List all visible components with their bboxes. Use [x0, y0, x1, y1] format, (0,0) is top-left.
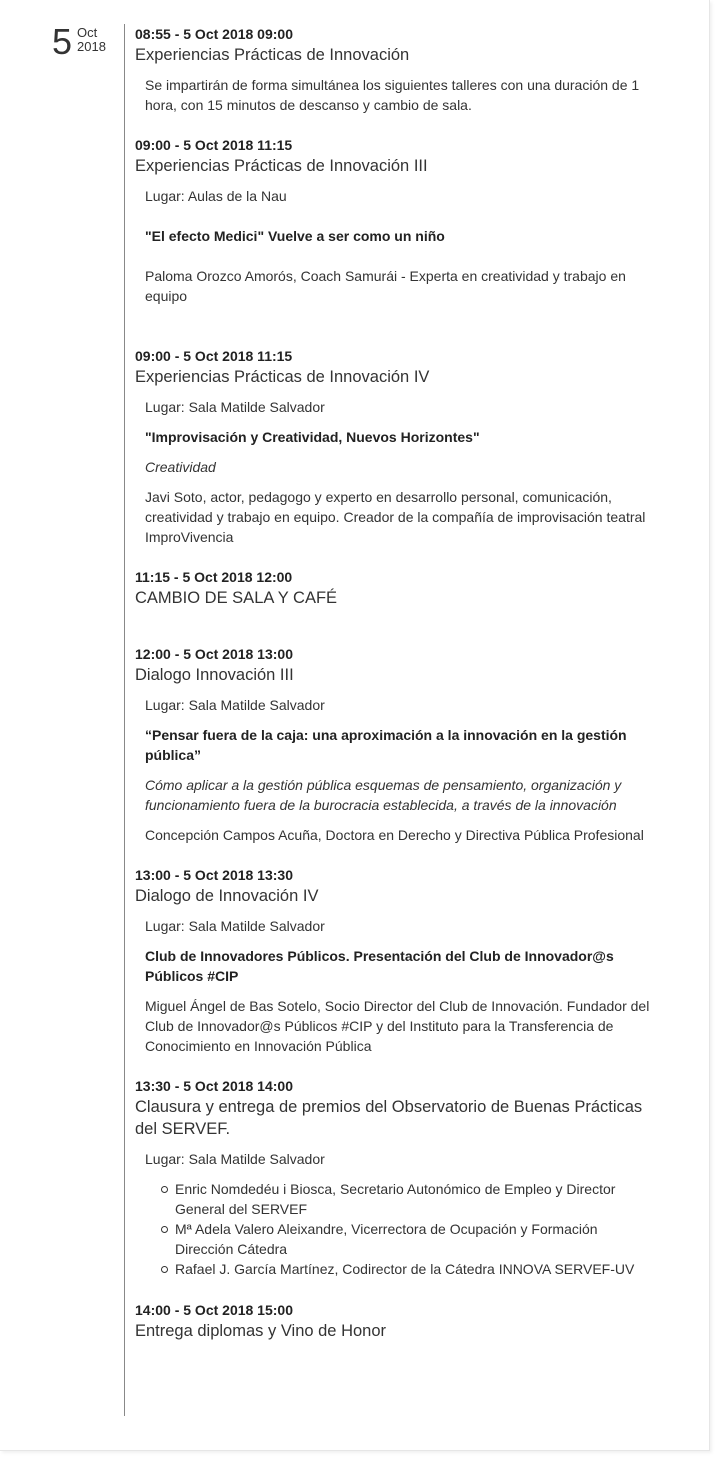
event-place: Lugar: Sala Matilde Salvador [145, 1151, 325, 1167]
date-month-year [77, 26, 106, 54]
event-title: Experiencias Prácticas de Innovación [135, 46, 410, 64]
circle-bullet-icon [161, 1226, 168, 1233]
schedule-item [135, 137, 655, 306]
date-day: 5 [52, 21, 73, 62]
list-item [161, 1219, 655, 1259]
list-item [161, 1179, 655, 1219]
participant-list [135, 1179, 655, 1279]
schedule-item [135, 26, 655, 115]
schedule-item [135, 646, 655, 845]
circle-bullet-icon [161, 1186, 168, 1193]
event-details [135, 695, 655, 845]
event-title: Experiencias Prácticas de Innovación IV [135, 368, 430, 386]
date-month: Oct [77, 25, 98, 40]
event-title: Dialogo de Innovación IV [135, 887, 319, 905]
event-time: 14:00 - 5 Oct 2018 15:00 [135, 1302, 293, 1318]
event-talk-title: Club de Innovadores Públicos. Presentación del Club de Innovador@s Públicos #CIP [145, 948, 614, 984]
event-details [135, 397, 655, 547]
event-title: Entrega diplomas y Vino de Honor [135, 1322, 387, 1340]
event-subtitle: Cómo aplicar a la gestión pública esquemas de pensamiento, organización y funcionamiento fuera de la burocracia establecida, a través de la innovación [145, 777, 622, 813]
event-details [135, 186, 655, 306]
event-time: 11:15 - 5 Oct 2018 12:00 [135, 569, 293, 585]
event-speaker: Miguel Ángel de Bas Sotelo, Socio Director del Club de Innovación. Fundador del Club de Innovador@s Públicos #CIP y del Instituto para la Transferencia de Conocimiento en Innovación Pública [145, 998, 650, 1054]
schedule-item [135, 1078, 655, 1279]
schedule-list [135, 26, 655, 1342]
event-place: Lugar: Sala Matilde Salvador [145, 399, 325, 415]
event-talk-title: “Pensar fuera de la caja: una aproximación a la innovación en la gestión pública” [145, 727, 627, 763]
event-time: 13:00 - 5 Oct 2018 13:30 [135, 867, 293, 883]
participant-name: Mª Adela Valero Aleixandre, Vicerrectora de Ocupación y Formación Dirección Cátedra [175, 1221, 598, 1257]
event-place: Lugar: Sala Matilde Salvador [145, 697, 325, 713]
event-time: 09:00 - 5 Oct 2018 11:15 [135, 137, 293, 153]
schedule-item [135, 569, 655, 609]
event-place: Lugar: Sala Matilde Salvador [145, 918, 325, 934]
event-time: 09:00 - 5 Oct 2018 11:15 [135, 348, 293, 364]
event-speaker: Javi Soto, actor, pedagogo y experto en desarrollo personal, comunicación, creatividad y trabajo en equipo. Creador de la compañía de improvisación teatral ImproVivencia [145, 489, 646, 545]
event-details [135, 1149, 655, 1169]
event-description: Se impartirán de forma simultánea los siguientes talleres con una duración de 1 hora, con 15 minutos de descanso y cambio de sala. [145, 77, 640, 113]
schedule-item [135, 867, 655, 1056]
schedule-item [135, 348, 655, 547]
date-block [52, 22, 106, 62]
event-subtitle: Creatividad [145, 459, 216, 475]
event-time: 13:30 - 5 Oct 2018 14:00 [135, 1078, 293, 1094]
event-time: 08:55 - 5 Oct 2018 09:00 [135, 26, 293, 42]
circle-bullet-icon [161, 1266, 168, 1273]
event-title: Experiencias Prácticas de Innovación III [135, 157, 428, 175]
event-place: Lugar: Aulas de la Nau [145, 188, 287, 204]
event-title: Dialogo Innovación III [135, 666, 294, 684]
event-details [135, 75, 655, 115]
event-speaker: Paloma Orozco Amorós, Coach Samurái - Experta en creatividad y trabajo en equipo [145, 268, 626, 304]
schedule-item [135, 1302, 655, 1342]
event-details [135, 916, 655, 1056]
event-title: Clausura y entrega de premios del Observatorio de Buenas Prácticas del SERVEF. [135, 1098, 643, 1138]
event-talk-title: "Improvisación y Creatividad, Nuevos Horizontes" [145, 429, 480, 445]
participant-name: Rafael J. García Martínez, Codirector de la Cátedra INNOVA SERVEF-UV [175, 1261, 635, 1277]
list-item [161, 1259, 655, 1279]
event-time: 12:00 - 5 Oct 2018 13:00 [135, 646, 293, 662]
event-speaker: Concepción Campos Acuña, Doctora en Derecho y Directiva Pública Profesional [145, 827, 644, 843]
event-talk-title: "El efecto Medici" Vuelve a ser como un niño [145, 228, 445, 244]
date-year: 2018 [77, 39, 106, 54]
participant-name: Enric Nomdedéu i Biosca, Secretario Autonómico de Empleo y Director General del SERVEF [175, 1181, 616, 1217]
event-title: CAMBIO DE SALA Y CAFÉ [135, 589, 338, 607]
timeline-divider [124, 24, 125, 1416]
